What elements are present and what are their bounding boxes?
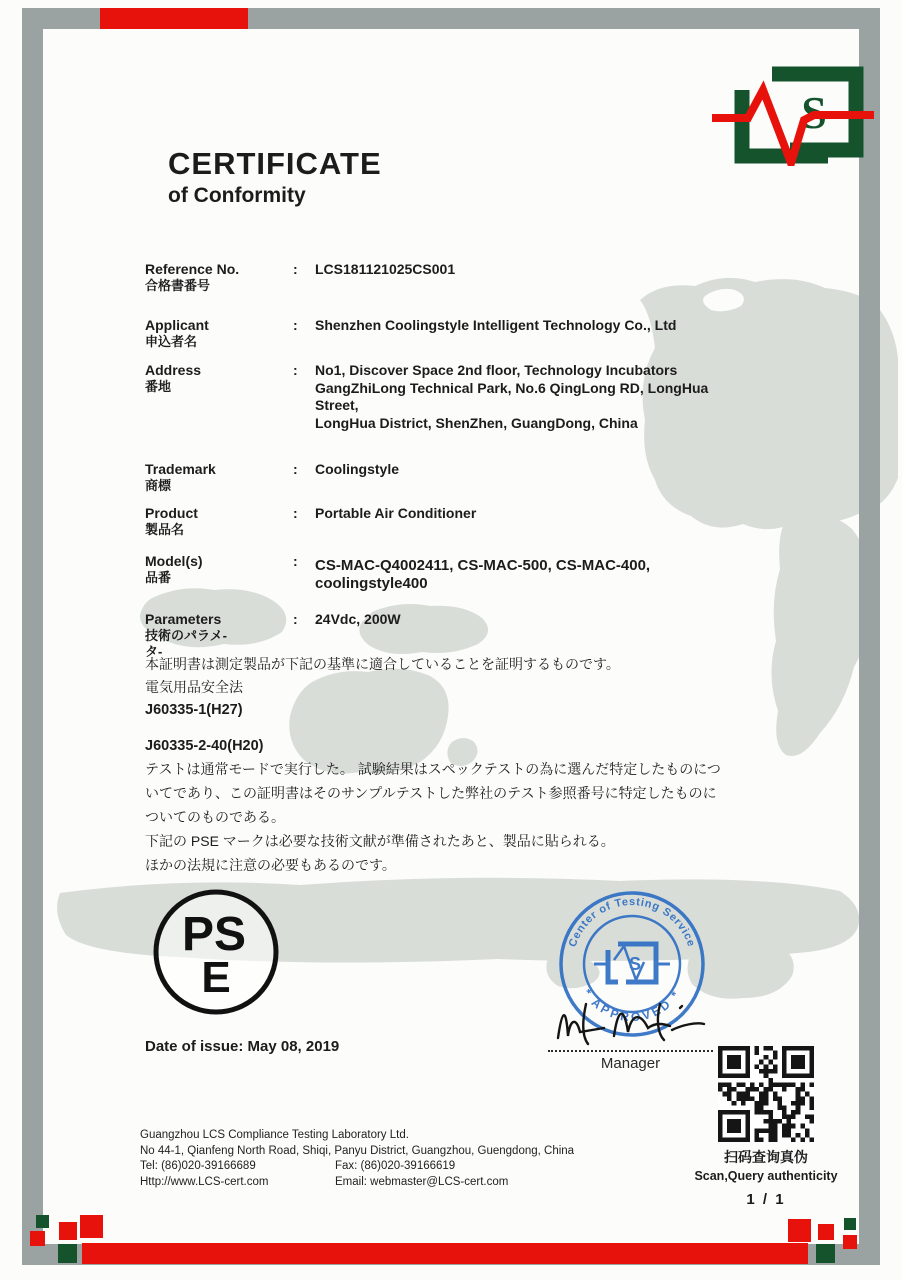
field-value: 24Vdc, 200W — [315, 611, 401, 627]
pse-bottom-text: E — [201, 953, 231, 1002]
field-value: Coolingstyle — [315, 461, 400, 477]
page-number: 1 / 1 — [746, 1191, 786, 1208]
decorative-square — [58, 1244, 77, 1263]
pse-top-text: PS — [181, 908, 247, 961]
field-value: LCS181121025CS001 — [315, 261, 456, 277]
decorative-square — [80, 1215, 103, 1238]
statement-line: 本証明書は測定製品が下記の基準に適合していることを証明するものです。 — [145, 656, 620, 672]
svg-text:Center of Testing Service — [567, 896, 698, 949]
address-line-2: GangZhiLong Technical Park, No.6 QingLong RD, LongHua Street, — [315, 379, 709, 413]
lab-email: Email: webmaster@LCS-cert.com — [335, 1175, 509, 1188]
lab-website: Http://www.LCS-cert.com — [140, 1175, 269, 1188]
colon: : — [293, 362, 298, 378]
signature-line — [548, 998, 713, 1052]
certificate-title: CERTIFICATE — [168, 146, 382, 181]
pse-mark-icon — [150, 886, 282, 1018]
statement-law: 電気用品安全法 — [145, 679, 243, 695]
qr-caption-en: Scan,Query authenticity — [694, 1169, 838, 1183]
field-label: Applicant — [145, 317, 209, 333]
decorative-square — [844, 1218, 856, 1230]
test-note-line: ついてのものである。 — [145, 809, 285, 825]
standard-1: J60335-1(H27) — [145, 702, 243, 718]
field-label-jp: 申込者名 — [145, 334, 198, 349]
standard-2: J60335-2-40(H20) — [145, 738, 264, 754]
decorative-square — [788, 1219, 811, 1242]
lab-address: No 44-1, Qianfeng North Road, Shiqi, Panyu District, Guangzhou, Guengdong, China — [140, 1144, 575, 1157]
test-note-line: ほかの法規に注意の必要もあるのです。 — [145, 857, 396, 873]
field-label: Model(s) — [145, 553, 203, 569]
test-note-line: テストは通常モードで実行した。 試験結果はスペックテストの為に選んだ特定したものにつ — [145, 761, 721, 777]
field-label: Product — [145, 505, 198, 521]
field-label: Reference No. — [145, 261, 240, 277]
field-applicant — [145, 317, 755, 350]
field-label-jp: 番地 — [145, 379, 172, 394]
colon: : — [293, 317, 298, 333]
field-value: Portable Air Conditioner — [315, 505, 477, 521]
colon: : — [293, 553, 298, 569]
certificate-subtitle: of Conformity — [168, 184, 306, 207]
lcs-logo-icon — [710, 60, 878, 166]
field-label: Parameters — [145, 611, 222, 627]
decorative-square — [36, 1215, 49, 1228]
field-address — [145, 362, 755, 432]
field-label-jp: 技術のパラメ- — [145, 628, 227, 643]
colon: : — [293, 611, 298, 627]
field-label-jp: 品番 — [145, 570, 172, 585]
certificate-fields — [145, 261, 755, 660]
decorative-square — [843, 1235, 857, 1249]
address-line-3: LongHua District, ShenZhen, GuangDong, China — [315, 414, 638, 431]
signature-block — [548, 998, 713, 1072]
lab-tel: Tel: (86)020-39166689 — [140, 1160, 256, 1172]
stamp-center-letter: S — [628, 954, 642, 974]
decorative-square — [816, 1244, 835, 1263]
colon: : — [293, 461, 298, 477]
conformity-statement — [145, 653, 785, 758]
bottom-border-red-bar — [82, 1243, 808, 1264]
field-label-jp: 合格書番号 — [145, 278, 211, 293]
decorative-square — [59, 1222, 77, 1240]
field-value: CS-MAC-Q4002411, CS-MAC-500, CS-MAC-400, coolingstyle400 — [315, 557, 651, 592]
lab-footer — [140, 1128, 574, 1190]
field-value: Shenzhen Coolingstyle Intelligent Technology Co., Ltd — [315, 317, 677, 333]
colon: : — [293, 505, 298, 521]
top-border-red-segment — [100, 8, 248, 29]
field-product — [145, 505, 755, 538]
address-line-1: No1, Discover Space 2nd floor, Technology Incubators — [315, 362, 678, 378]
decorative-square — [818, 1224, 834, 1240]
test-note-line: いてであり、この証明書はそのサンプルテストした弊社のテスト参照番号に特定したものに — [145, 785, 717, 801]
logo-letter: S — [801, 87, 827, 138]
field-models — [145, 553, 755, 592]
lab-fax: Fax: (86)020-39166619 — [335, 1160, 456, 1172]
signature — [550, 998, 712, 1050]
field-reference-no — [145, 261, 755, 294]
decorative-square — [30, 1231, 45, 1246]
colon: : — [293, 261, 298, 277]
stamp-bottom-arc-text: * APPROVED * — [580, 986, 684, 1025]
date-of-issue: Date of issue: May 08, 2019 — [145, 1038, 340, 1055]
test-note — [145, 757, 795, 877]
stamp-top-arc-text: Center of Testing Service — [566, 895, 698, 949]
field-label-jp: 製品名 — [145, 522, 185, 537]
test-note-line: 下記の PSE マークは必要な技術文献が準備されたあと、製品に貼られる。 — [145, 833, 615, 849]
qr-caption-zh: 扫码查询真伪 — [724, 1149, 808, 1165]
lab-name: Guangzhou LCS Compliance Testing Laboratory Ltd. — [140, 1129, 409, 1141]
signature-role: Manager — [600, 1055, 661, 1072]
field-value — [315, 362, 755, 432]
field-label: Address — [145, 362, 202, 378]
field-trademark — [145, 461, 755, 494]
field-label-jp: 商標 — [145, 478, 172, 493]
qr-code — [718, 1046, 814, 1142]
field-label-jp2: タ- — [145, 644, 163, 659]
field-label: Trademark — [145, 461, 216, 477]
